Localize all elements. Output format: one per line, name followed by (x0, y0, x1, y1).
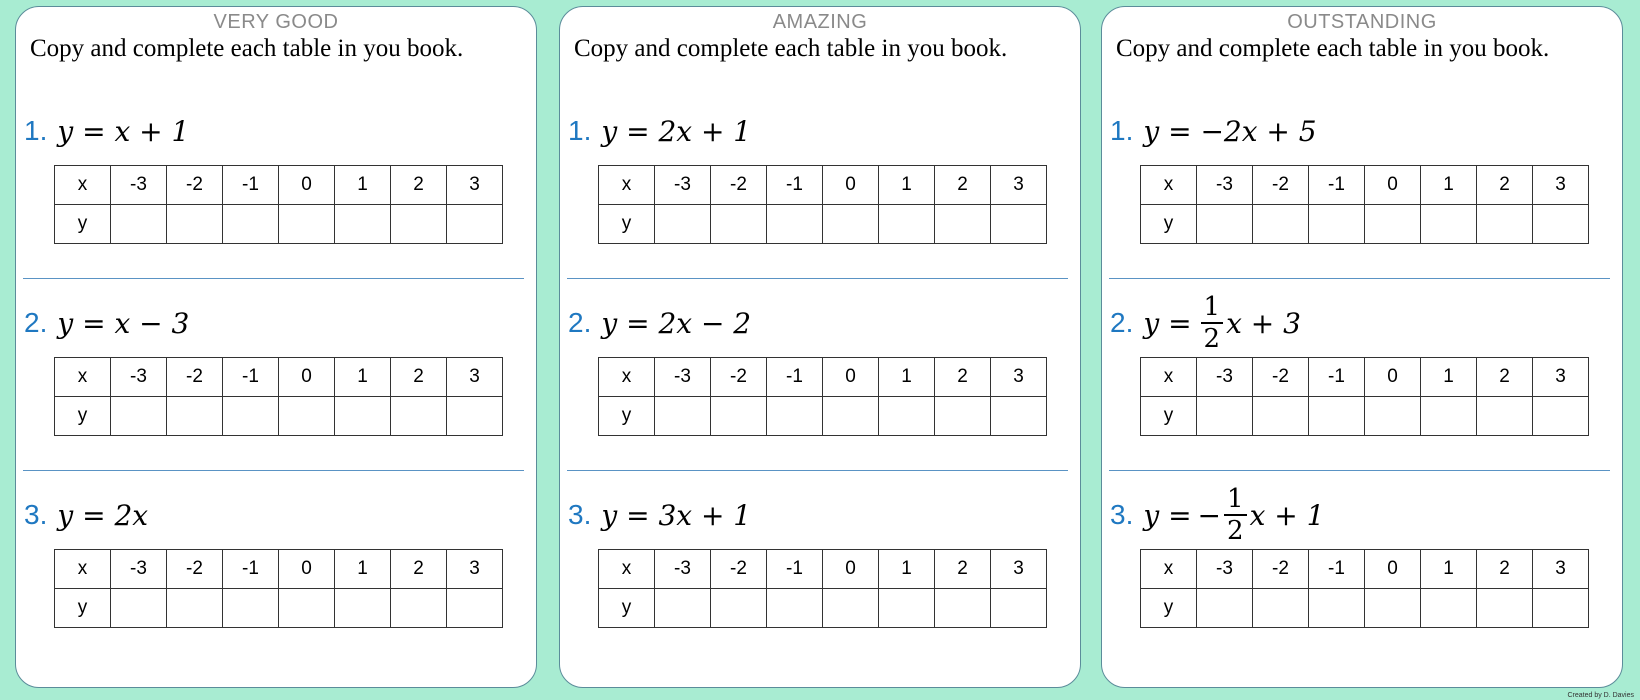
equation-right: x + 1 (1249, 498, 1325, 532)
y-answer-cell[interactable] (223, 397, 279, 436)
section-divider (567, 278, 1068, 279)
y-label-cell: y (1141, 589, 1197, 628)
x-value-cell: -2 (711, 550, 767, 589)
y-answer-cell[interactable] (447, 589, 503, 628)
x-value-cell: -2 (1253, 550, 1309, 589)
x-row (1141, 358, 1589, 397)
fraction-denominator: 2 (1227, 516, 1244, 546)
x-value-cell: -3 (655, 358, 711, 397)
equation: y = −2x + 5 (1143, 114, 1317, 148)
instruction-text: Copy and complete each table in you book. (574, 35, 1008, 62)
fraction (1201, 292, 1224, 354)
x-value-cell: 1 (335, 166, 391, 205)
y-answer-cell[interactable] (1477, 397, 1533, 436)
x-value-cell: 0 (1365, 358, 1421, 397)
x-value-cell: -1 (767, 358, 823, 397)
question-number: 1. (568, 115, 592, 146)
y-answer-cell[interactable] (335, 397, 391, 436)
y-label-cell: y (55, 205, 111, 244)
x-label-cell: x (55, 358, 111, 397)
y-answer-cell[interactable] (279, 205, 335, 244)
y-answer-cell[interactable] (655, 205, 711, 244)
x-value-cell: 0 (823, 550, 879, 589)
x-value-cell: -1 (223, 166, 279, 205)
question-header (568, 303, 751, 343)
equation-right: x + 3 (1226, 306, 1301, 340)
section-divider (1109, 278, 1610, 279)
x-row (1141, 166, 1589, 205)
x-value-cell: 3 (1533, 166, 1589, 205)
x-value-cell: -1 (1309, 358, 1365, 397)
x-value-cell: -2 (167, 358, 223, 397)
equation (1143, 484, 1324, 546)
y-answer-cell[interactable] (1253, 205, 1309, 244)
y-answer-cell[interactable] (1197, 589, 1253, 628)
question-2 (560, 287, 1080, 477)
x-value-cell: 2 (391, 166, 447, 205)
x-label-cell: x (55, 550, 111, 589)
x-value-cell: -3 (655, 166, 711, 205)
x-value-cell: -1 (223, 358, 279, 397)
x-value-cell: -2 (1253, 166, 1309, 205)
y-answer-cell[interactable] (111, 589, 167, 628)
question-number: 1. (1110, 115, 1134, 146)
value-table (1140, 357, 1589, 436)
y-answer-cell[interactable] (991, 397, 1047, 436)
y-answer-cell[interactable] (711, 205, 767, 244)
y-answer-cell[interactable] (1253, 397, 1309, 436)
question-header (24, 111, 189, 151)
value-table (598, 165, 1047, 244)
x-row (55, 166, 503, 205)
y-answer-cell[interactable] (879, 589, 935, 628)
question-header (568, 111, 751, 151)
y-answer-cell[interactable] (991, 589, 1047, 628)
y-answer-cell[interactable] (823, 589, 879, 628)
question-number: 3. (568, 499, 592, 530)
x-row (599, 550, 1047, 589)
y-answer-cell[interactable] (111, 205, 167, 244)
y-answer-cell[interactable] (1309, 589, 1365, 628)
y-answer-cell[interactable] (1197, 205, 1253, 244)
equation: y = 3x + 1 (601, 498, 752, 532)
credit-text: Created by D. Davies (1567, 692, 1634, 699)
x-value-cell: -3 (1197, 166, 1253, 205)
x-label-cell: x (599, 358, 655, 397)
value-table (1140, 165, 1589, 244)
y-row (1141, 397, 1589, 436)
x-value-cell: 0 (279, 550, 335, 589)
panel-title: AMAZING (772, 11, 868, 33)
x-value-cell: -3 (655, 550, 711, 589)
y-answer-cell[interactable] (223, 205, 279, 244)
x-value-cell: 1 (1421, 166, 1477, 205)
fraction-numerator: 1 (1201, 292, 1224, 324)
value-table (598, 357, 1047, 436)
x-value-cell: 1 (335, 358, 391, 397)
x-value-cell: 3 (447, 550, 503, 589)
instruction-text: Copy and complete each table in you book. (30, 35, 464, 62)
y-answer-cell[interactable] (167, 589, 223, 628)
y-label-cell: y (599, 205, 655, 244)
y-answer-cell[interactable] (1533, 205, 1589, 244)
x-value-cell: 0 (823, 166, 879, 205)
x-value-cell: 3 (447, 358, 503, 397)
panel-title: OUTSTANDING (1287, 11, 1437, 33)
y-answer-cell[interactable] (447, 205, 503, 244)
y-label-cell: y (599, 589, 655, 628)
panel-amazing (559, 6, 1081, 688)
x-value-cell: 2 (1477, 358, 1533, 397)
y-answer-cell[interactable] (767, 589, 823, 628)
x-value-cell: 3 (447, 166, 503, 205)
question-2 (1102, 287, 1622, 477)
y-answer-cell[interactable] (1421, 397, 1477, 436)
x-row (599, 166, 1047, 205)
y-answer-cell[interactable] (655, 589, 711, 628)
y-answer-cell[interactable] (1309, 397, 1365, 436)
y-answer-cell[interactable] (1533, 397, 1589, 436)
question-number: 2. (24, 307, 48, 338)
x-value-cell: 3 (991, 550, 1047, 589)
x-label-cell: x (1141, 358, 1197, 397)
value-table (598, 549, 1047, 628)
value-table (54, 357, 503, 436)
y-answer-cell[interactable] (335, 589, 391, 628)
x-value-cell: 0 (279, 166, 335, 205)
question-header (1110, 292, 1301, 354)
y-row (1141, 205, 1589, 244)
y-answer-cell[interactable] (223, 589, 279, 628)
y-answer-cell[interactable] (879, 397, 935, 436)
x-value-cell: 1 (879, 166, 935, 205)
y-label-cell: y (55, 589, 111, 628)
equation-sign: − (1197, 498, 1222, 532)
y-label-cell: y (1141, 397, 1197, 436)
x-value-cell: 1 (1421, 358, 1477, 397)
x-label-cell: x (1141, 166, 1197, 205)
question-number: 3. (1110, 499, 1134, 530)
x-value-cell: 3 (1533, 358, 1589, 397)
x-value-cell: 3 (1533, 550, 1589, 589)
equation: y = 2x + 1 (601, 114, 752, 148)
question-header (24, 303, 189, 343)
x-value-cell: 2 (935, 358, 991, 397)
value-table (54, 165, 503, 244)
y-answer-cell[interactable] (655, 397, 711, 436)
y-answer-cell[interactable] (279, 589, 335, 628)
x-label-cell: x (1141, 550, 1197, 589)
x-value-cell: 0 (279, 358, 335, 397)
x-value-cell: -3 (111, 166, 167, 205)
question-1 (1102, 95, 1622, 285)
y-label-cell: y (1141, 205, 1197, 244)
question-header (568, 495, 751, 535)
x-row (55, 358, 503, 397)
y-answer-cell[interactable] (711, 589, 767, 628)
question-1 (560, 95, 1080, 285)
y-row (55, 589, 503, 628)
x-value-cell: -1 (767, 550, 823, 589)
equation (1143, 292, 1301, 354)
fraction-denominator: 2 (1203, 324, 1221, 354)
y-answer-cell[interactable] (1533, 589, 1589, 628)
fraction (1224, 484, 1247, 546)
x-value-cell: -3 (111, 550, 167, 589)
x-value-cell: 0 (823, 358, 879, 397)
x-value-cell: -2 (1253, 358, 1309, 397)
section-divider (23, 278, 524, 279)
y-label-cell: y (55, 397, 111, 436)
y-answer-cell[interactable] (991, 205, 1047, 244)
x-value-cell: 0 (1365, 166, 1421, 205)
y-answer-cell[interactable] (279, 397, 335, 436)
y-answer-cell[interactable] (1477, 589, 1533, 628)
y-row (599, 205, 1047, 244)
question-number: 3. (24, 499, 48, 530)
question-1 (16, 95, 536, 285)
y-answer-cell[interactable] (391, 205, 447, 244)
y-answer-cell[interactable] (335, 205, 391, 244)
x-value-cell: -1 (1309, 166, 1365, 205)
question-number: 2. (1110, 307, 1134, 338)
y-answer-cell[interactable] (1197, 397, 1253, 436)
x-value-cell: 0 (1365, 550, 1421, 589)
question-3 (16, 479, 536, 669)
value-table (1140, 549, 1589, 628)
y-answer-cell[interactable] (1477, 205, 1533, 244)
y-answer-cell[interactable] (1309, 205, 1365, 244)
x-value-cell: -1 (223, 550, 279, 589)
y-answer-cell[interactable] (391, 397, 447, 436)
x-label-cell: x (599, 166, 655, 205)
equation: y = x + 1 (57, 114, 190, 148)
x-value-cell: 1 (879, 358, 935, 397)
y-answer-cell[interactable] (1421, 589, 1477, 628)
x-row (1141, 550, 1589, 589)
panel-outstanding (1101, 6, 1623, 688)
y-row (599, 589, 1047, 628)
question-number: 2. (568, 307, 592, 338)
x-value-cell: -3 (111, 358, 167, 397)
section-divider (567, 470, 1068, 471)
question-header (1110, 111, 1317, 151)
x-value-cell: -1 (1309, 550, 1365, 589)
x-value-cell: -2 (711, 166, 767, 205)
x-value-cell: 2 (391, 358, 447, 397)
y-answer-cell[interactable] (391, 589, 447, 628)
x-value-cell: -1 (767, 166, 823, 205)
y-answer-cell[interactable] (879, 205, 935, 244)
equation: y = x − 3 (57, 306, 190, 340)
question-2 (16, 287, 536, 477)
x-row (55, 550, 503, 589)
x-value-cell: -2 (167, 550, 223, 589)
x-value-cell: 2 (935, 550, 991, 589)
x-value-cell: 1 (335, 550, 391, 589)
x-label-cell: x (599, 550, 655, 589)
equation-left: y = (1143, 306, 1192, 340)
y-row (1141, 589, 1589, 628)
y-answer-cell[interactable] (1365, 397, 1421, 436)
y-answer-cell[interactable] (1365, 205, 1421, 244)
x-value-cell: 2 (1477, 550, 1533, 589)
question-3 (1102, 479, 1622, 669)
fraction-numerator: 1 (1224, 484, 1247, 516)
question-header (24, 495, 148, 535)
question-number: 1. (24, 115, 48, 146)
y-answer-cell[interactable] (767, 205, 823, 244)
y-row (55, 205, 503, 244)
question-3 (560, 479, 1080, 669)
y-answer-cell[interactable] (767, 397, 823, 436)
y-answer-cell[interactable] (823, 205, 879, 244)
y-answer-cell[interactable] (167, 397, 223, 436)
y-row (599, 397, 1047, 436)
y-answer-cell[interactable] (167, 205, 223, 244)
y-answer-cell[interactable] (711, 397, 767, 436)
x-value-cell: 3 (991, 166, 1047, 205)
x-label-cell: x (55, 166, 111, 205)
x-value-cell: -2 (167, 166, 223, 205)
y-answer-cell[interactable] (935, 205, 991, 244)
panel-title: VERY GOOD (213, 11, 339, 33)
y-answer-cell[interactable] (935, 397, 991, 436)
y-answer-cell[interactable] (1365, 589, 1421, 628)
x-row (599, 358, 1047, 397)
y-answer-cell[interactable] (823, 397, 879, 436)
x-value-cell: -2 (711, 358, 767, 397)
y-answer-cell[interactable] (1253, 589, 1309, 628)
y-answer-cell[interactable] (447, 397, 503, 436)
x-value-cell: 1 (879, 550, 935, 589)
y-answer-cell[interactable] (1421, 205, 1477, 244)
x-value-cell: 2 (935, 166, 991, 205)
equation-left: y = (1143, 498, 1192, 532)
equation: y = 2x (57, 498, 149, 532)
x-value-cell: 1 (1421, 550, 1477, 589)
x-value-cell: -3 (1197, 550, 1253, 589)
y-answer-cell[interactable] (111, 397, 167, 436)
instruction-text: Copy and complete each table in you book. (1116, 35, 1550, 62)
x-value-cell: 2 (391, 550, 447, 589)
x-value-cell: 3 (991, 358, 1047, 397)
y-label-cell: y (599, 397, 655, 436)
y-answer-cell[interactable] (935, 589, 991, 628)
equation: y = 2x − 2 (601, 306, 752, 340)
y-row (55, 397, 503, 436)
value-table (54, 549, 503, 628)
x-value-cell: -3 (1197, 358, 1253, 397)
x-value-cell: 2 (1477, 166, 1533, 205)
section-divider (23, 470, 524, 471)
question-header (1110, 484, 1325, 546)
section-divider (1109, 470, 1610, 471)
panel-very-good (15, 6, 537, 688)
